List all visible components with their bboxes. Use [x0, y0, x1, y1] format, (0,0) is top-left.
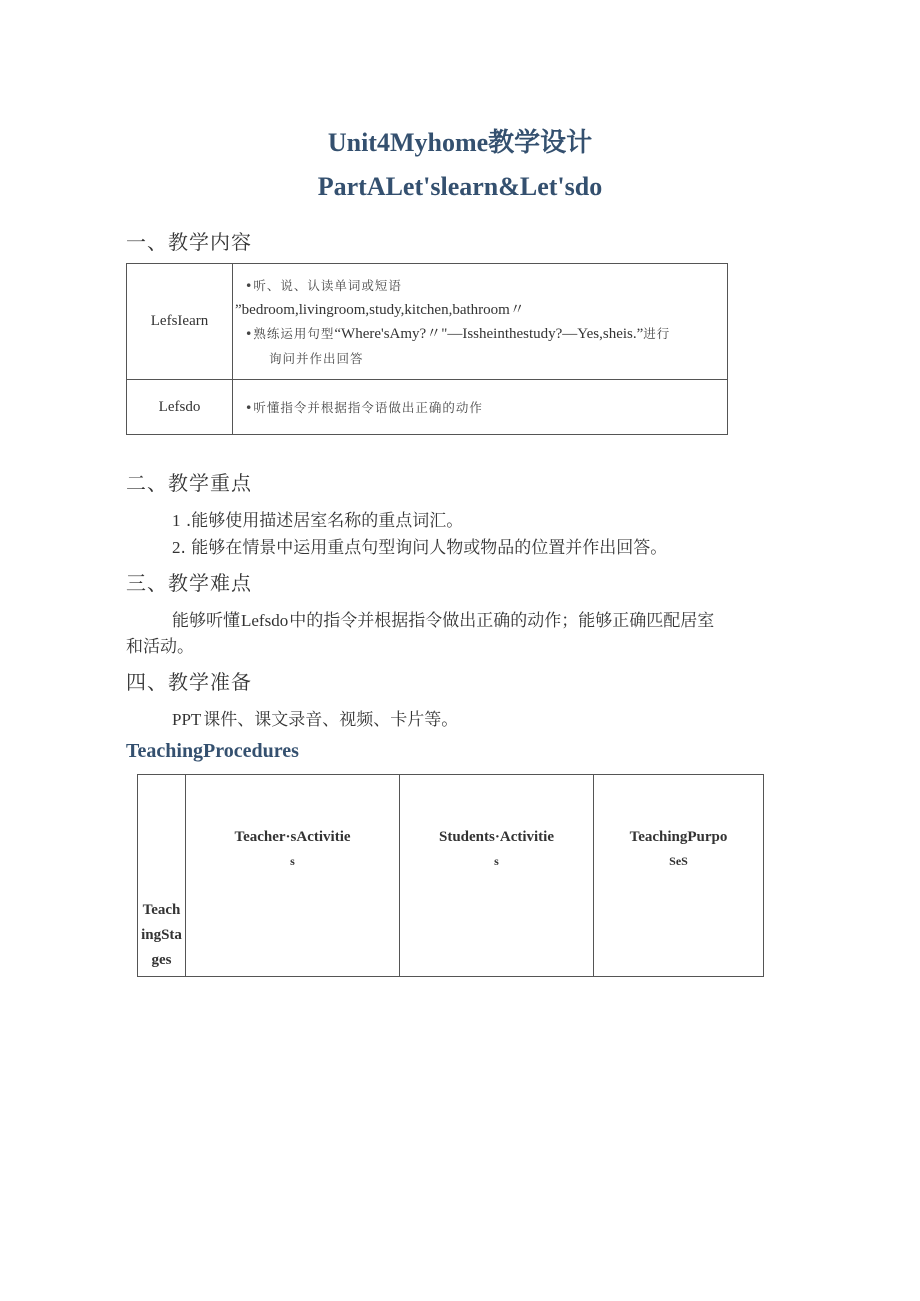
document-title: Unit4Myhome教学设计	[327, 128, 593, 157]
header-text: s	[290, 854, 295, 868]
header-text: Students·Activitie	[439, 829, 554, 845]
content-line: ”bedroom,livingroom,study,kitchen,bathroom〃	[235, 302, 525, 318]
list-text: . 能够在情景中运用重点句型询问人物或物品的位置并作出回答。	[180, 538, 668, 558]
header-cell-stages	[138, 775, 186, 977]
section-heading-key-points: 二、教学重点	[126, 471, 252, 495]
section-heading-difficulties: 三、教学难点	[126, 571, 252, 595]
content-fragment: “Where'sAmy?〃"—Issheinthestudy?—Yes,sheis.”	[334, 326, 644, 342]
table-cell-label: LefsIearn	[127, 264, 233, 380]
preparation-text	[172, 705, 458, 730]
key-point-2	[172, 533, 667, 558]
text-fragment: 能够听懂	[172, 611, 240, 631]
content-line: 询问并作出回答	[269, 351, 364, 366]
content-fragment: 进行	[643, 326, 671, 341]
difficulty-line-2: 和活动。	[126, 637, 194, 657]
content-line: •听懂指令并根据指令语做出正确的动作	[245, 400, 483, 415]
header-cell-teaching-purposes	[594, 775, 764, 977]
header-cell-teacher-activities	[186, 775, 400, 977]
procedures-table	[137, 774, 764, 977]
document-subtitle: PartALet'slearn&Let'sdo	[317, 172, 603, 201]
text-fragment: PPT	[172, 710, 202, 729]
section-heading-preparation: 四、教学准备	[126, 670, 252, 694]
text-fragment: 课件、课文录音、视频、卡片等。	[203, 710, 459, 730]
table-cell-label: Lefsdo	[127, 380, 233, 435]
header-text: s	[494, 854, 499, 868]
header-cell-student-activities	[400, 775, 594, 977]
header-text: SeS	[669, 854, 688, 868]
content-line: •听、说、认读单词或短语	[245, 278, 402, 293]
table-cell-content	[233, 380, 728, 435]
header-text: ges	[151, 952, 172, 968]
list-text: .能够使用描述居室名称的重点词汇。	[185, 511, 464, 531]
list-number: 2	[172, 538, 181, 557]
header-text: Teacher·sActivitie	[234, 829, 351, 845]
header-text: Teach	[142, 902, 181, 918]
header-text: TeachingPurpo	[629, 829, 728, 845]
procedures-heading: TeachingProcedures	[126, 740, 299, 762]
text-fragment: Lefsdo	[241, 611, 289, 630]
list-number: 1	[172, 511, 181, 530]
table-cell-content	[233, 264, 728, 380]
content-line	[243, 322, 719, 347]
key-point-1	[172, 506, 463, 531]
difficulty-line-1	[172, 606, 714, 631]
content-table	[126, 263, 728, 435]
content-fragment: •熟练运用句型	[245, 326, 335, 341]
header-text: ingSta	[141, 927, 182, 943]
section-heading-content: 一、教学内容	[126, 230, 252, 254]
text-fragment: 中的指令并根据指令做出正确的动作；能够正确匹配居室	[289, 611, 715, 631]
